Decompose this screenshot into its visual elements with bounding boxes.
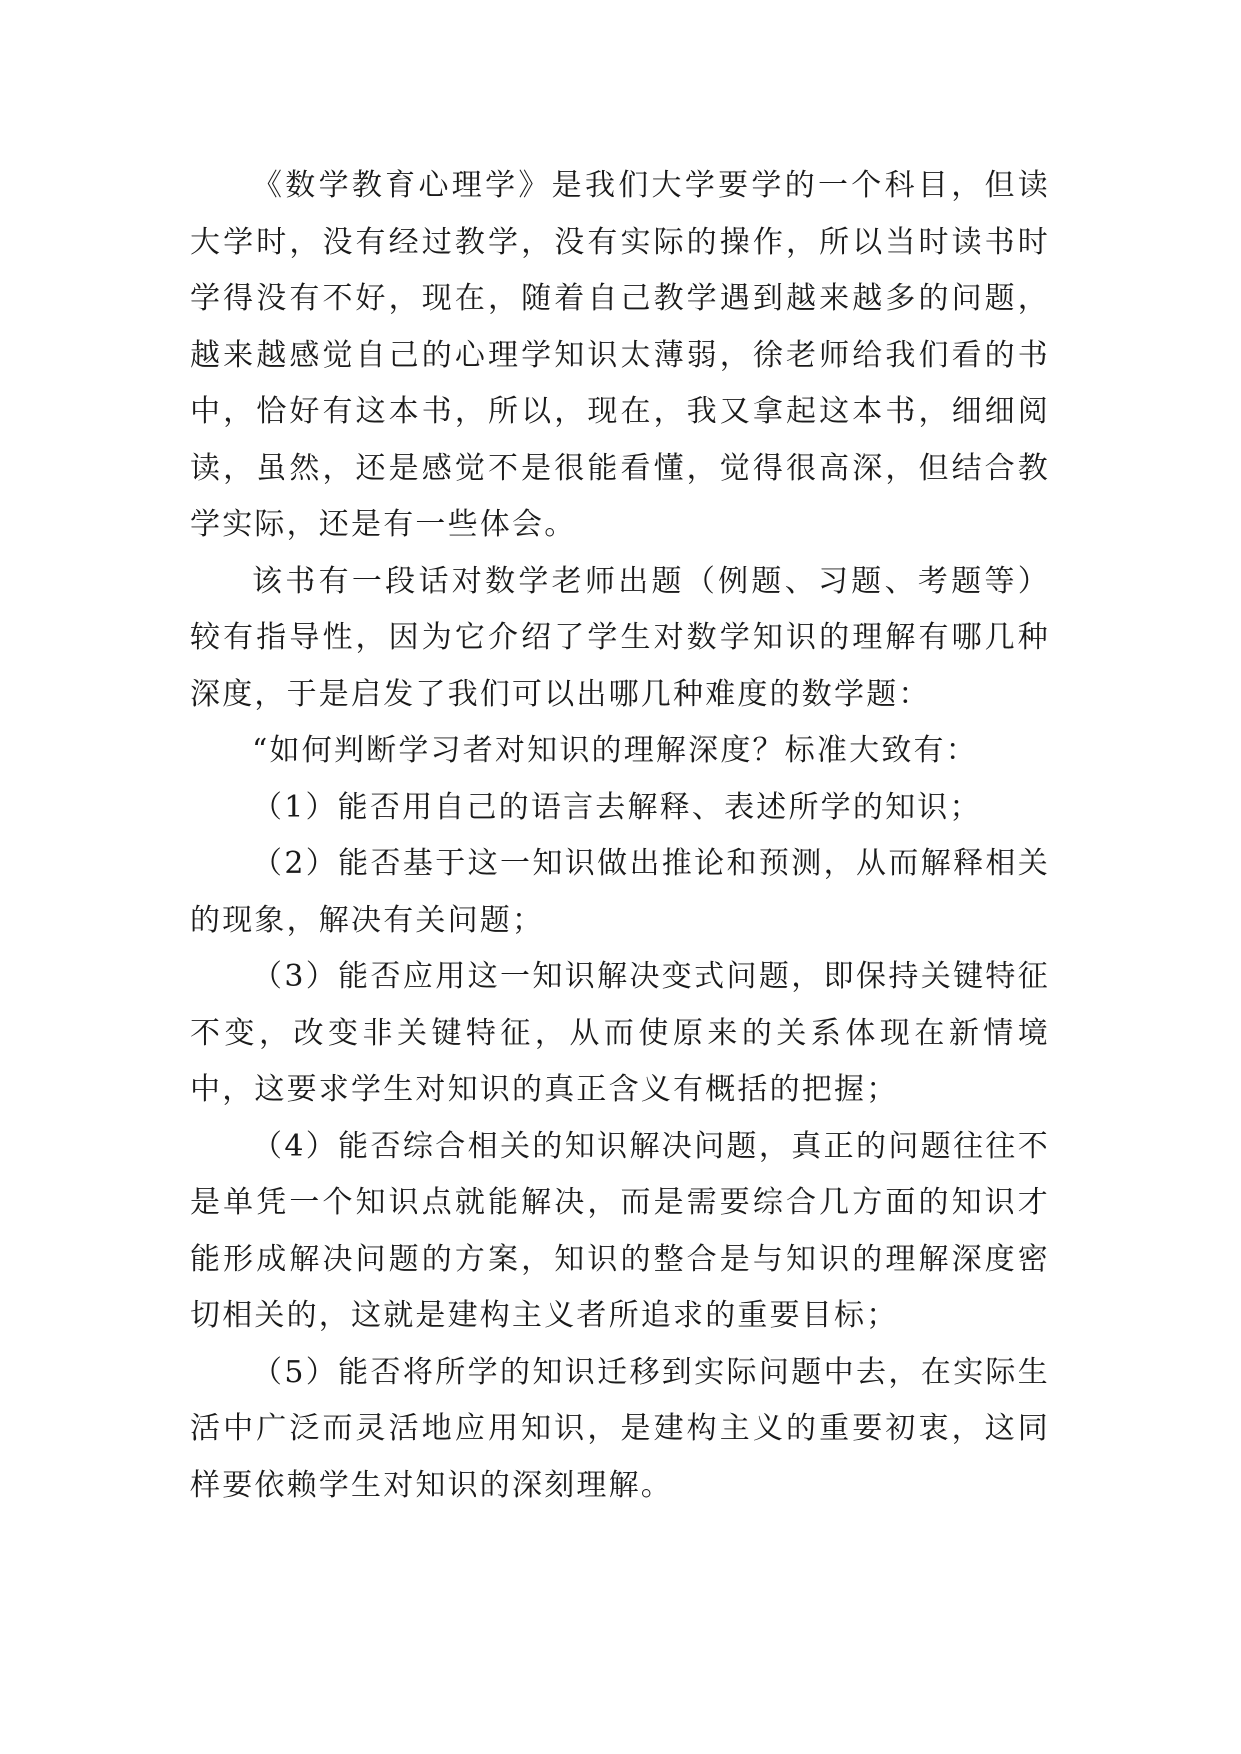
criterion-1: （1）能否用自己的语言去解释、表述所学的知识； xyxy=(252,789,982,825)
document-body xyxy=(190,158,1050,1514)
paragraph-intro: 《数学教育心理学》是我们大学要学的一个科目，但读大学时，没有经过教学，没有实际的操作，所以当时读书时学得没有不好，现在，随着自己教学遇到越来越多的问题，越来越感觉自己的心理学知识太薄弱，徐老师给我们看的书中，恰好有这本书，所以，现在，我又拿起这本书，细细阅读，虽然，还是感觉不是很能看懂，觉得很高深，但结合教学实际，还是有一些体会。 xyxy=(190,168,1050,542)
criterion-5: （5）能否将所学的知识迁移到实际问题中去，在实际生活中广泛而灵活地应用知识，是建构主义的重要初衷，这同样要依赖学生对知识的深刻理解。 xyxy=(190,1354,1050,1503)
criterion-2: （2）能否基于这一知识做出推论和预测，从而解释相关的现象，解决有关问题； xyxy=(190,846,1050,938)
paragraph-book-guidance: 该书有一段话对数学老师出题（例题、习题、考题等）较有指导性，因为它介绍了学生对数学知识的理解有哪几种深度，于是启发了我们可以出哪几种难度的数学题： xyxy=(190,563,1050,712)
criterion-3: （3）能否应用这一知识解决变式问题，即保持关键特征不变，改变非关键特征，从而使原来的关系体现在新情境中，这要求学生对知识的真正含义有概括的把握； xyxy=(190,959,1050,1107)
criterion-4: （4）能否综合相关的知识解决问题，真正的问题往往不是单凭一个知识点就能解决，而是需要综合几方面的知识才能形成解决问题的方案，知识的整合是与知识的理解深度密切相关的，这就是建构主义者所追求的重要目标； xyxy=(190,1128,1050,1333)
paragraph-quote-lead: “如何判断学习者对知识的理解深度？标准大致有： xyxy=(252,733,978,768)
